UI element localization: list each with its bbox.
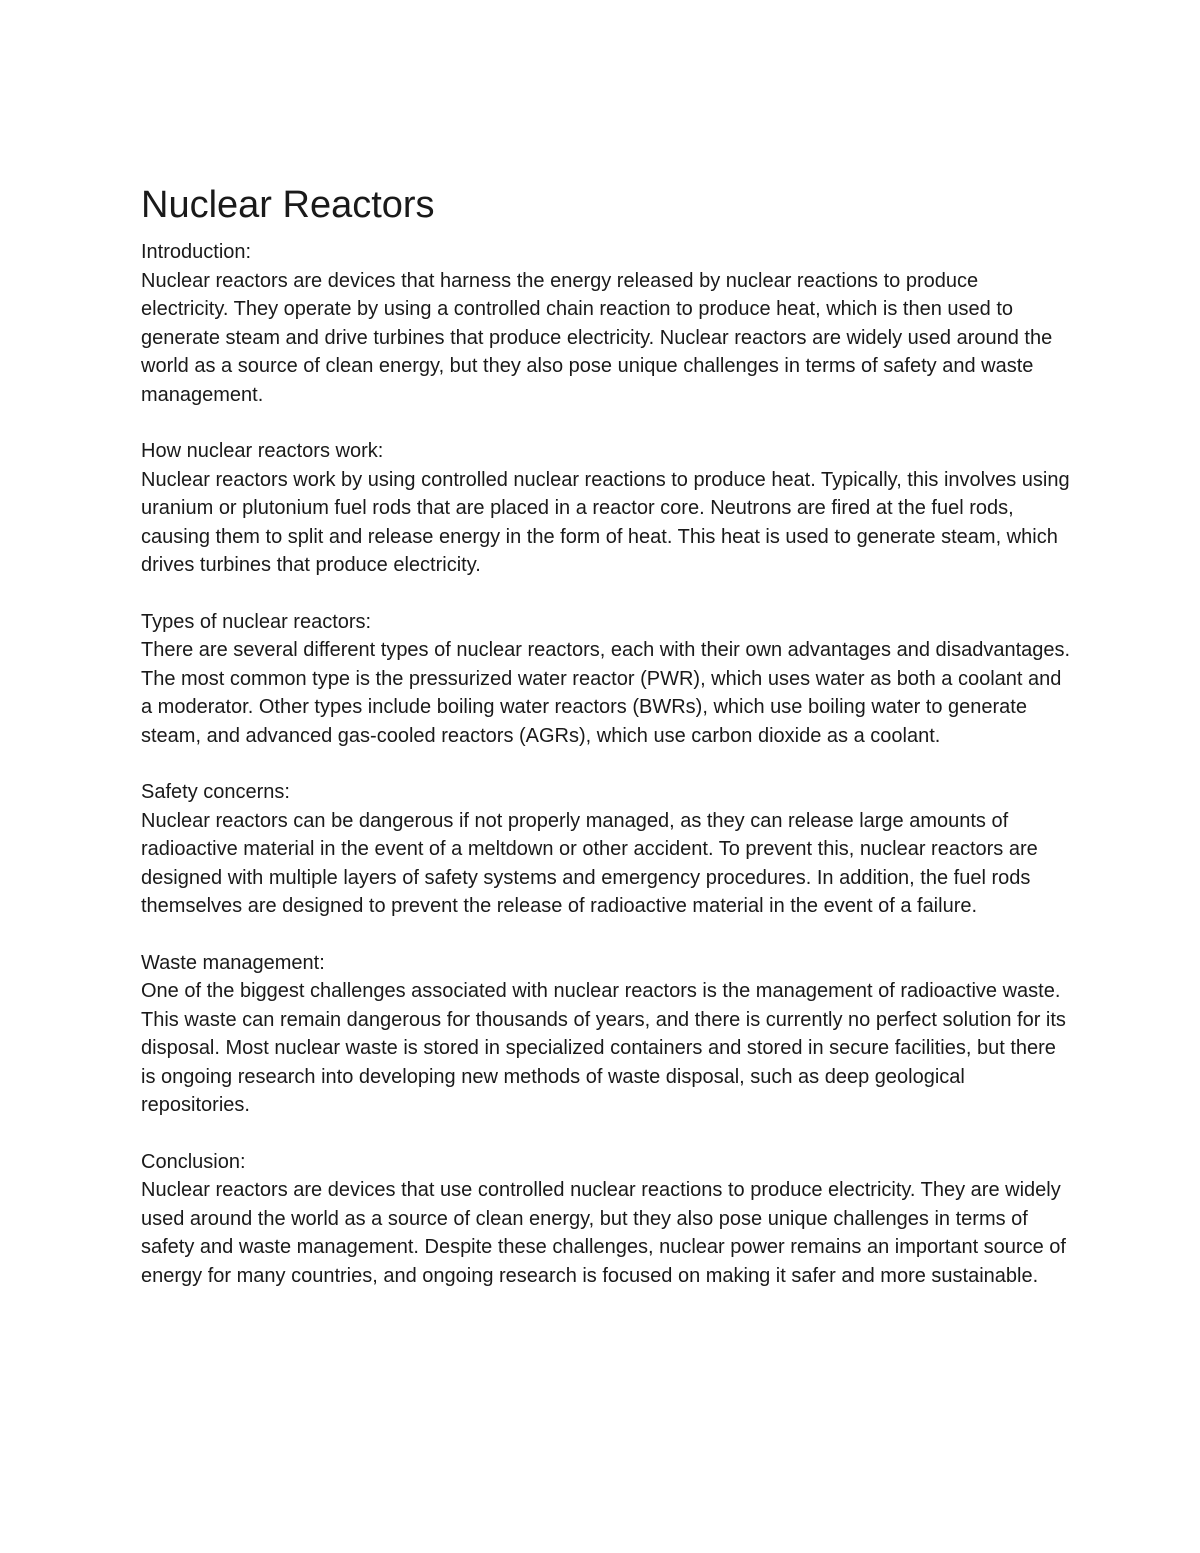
section-heading: Conclusion:: [141, 1150, 246, 1173]
section-safety-concerns: [141, 778, 1071, 921]
document-title: Nuclear Reactors: [141, 184, 435, 226]
section-heading: How nuclear reactors work:: [141, 440, 384, 462]
section-body: There are several different types of nuclear reactors, each with their own advantages and disadvantages. The most common type is the pressurized water reactor (PWR), which uses water as both a coolant and a moderator. Other types include boiling water reactors (BWRs), which use boiling water to generate steam, and advanced gas-cooled reactors (AGRs), which use carbon dioxide as a coolant.: [141, 639, 1071, 747]
section-heading: Waste management:: [141, 951, 325, 974]
section-body: Nuclear reactors are devices that use controlled nuclear reactions to produce electricity. They are widely used around the world as a source of clean energy, but they also pose unique challenges in terms of safety and waste management. Despite these challenges, nuclear power remains an important source of energy for many countries, and ongoing research is focused on making it safer and more sustainable.: [141, 1179, 1066, 1287]
section-types-of-reactors: [141, 608, 1071, 751]
section-introduction: [141, 238, 1071, 409]
section-waste-management: [141, 949, 1071, 1120]
section-body: Nuclear reactors are devices that harness the energy released by nuclear reactions to produce electricity. They operate by using a controlled chain reaction to produce heat, which is then used to generate steam and drive turbines that produce electricity. Nuclear reactors are widely used around the world as a source of clean energy, but they also pose unique challenges in terms of safety and waste management.: [141, 269, 1053, 406]
section-how-reactors-work: [141, 437, 1071, 580]
section-heading: Safety concerns:: [141, 781, 290, 803]
document-content: [141, 180, 1071, 1318]
section-conclusion: [141, 1148, 1071, 1291]
section-heading: Types of nuclear reactors:: [141, 610, 372, 633]
section-body: Nuclear reactors work by using controlled nuclear reactions to produce heat. Typically, this involves using uranium or plutonium fuel rods that are placed in a reactor core. Neutrons are fired at the fuel rods, causing them to split and release energy in the form of heat. This heat is used to generate steam, which drives turbines that produce electricity.: [141, 468, 1070, 576]
section-body: Nuclear reactors can be dangerous if not properly managed, as they can release large amounts of radioactive material in the event of a meltdown or other accident. To prevent this, nuclear reactors are designed with multiple layers of safety systems and emergency procedures. In addition, the fuel rods themselves are designed to prevent the release of radioactive material in the event of a failure.: [141, 809, 1038, 917]
section-heading: Introduction:: [141, 241, 252, 263]
section-body: One of the biggest challenges associated with nuclear reactors is the management of radioactive waste. This waste can remain dangerous for thousands of years, and there is currently no perfect solution for its disposal. Most nuclear waste is stored in specialized containers and stored in secure facilities, but there is ongoing research into developing new methods of waste disposal, such as deep geological repositories.: [141, 980, 1066, 1116]
